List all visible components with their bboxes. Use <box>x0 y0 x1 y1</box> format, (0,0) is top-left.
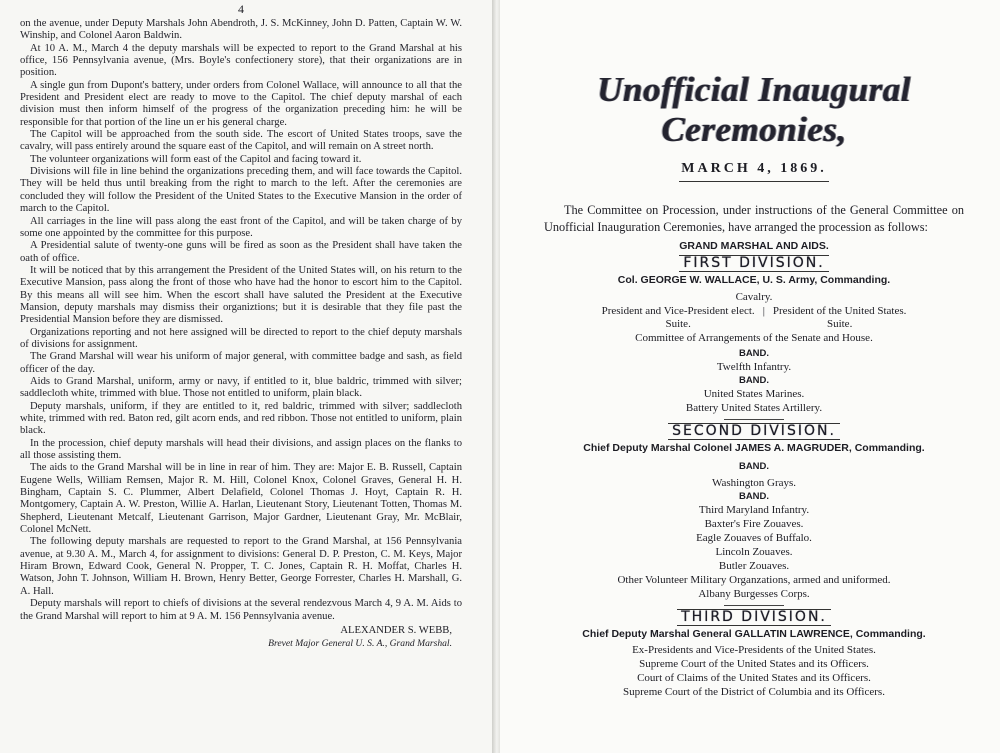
page-title: Unofficial Inaugural Ceremonies, <box>597 70 911 149</box>
paragraph: A single gun from Dupont's battery, under orders from Colonel Wallace, will announce to all that the President and President elect are ready to move to the Capitol. The chief deputy marshal of each division must then inform himself of the progress of the organization preceding him: he will be responsible for that portion of the line un er his general charge. <box>20 79 462 128</box>
page-number: 4 <box>238 2 244 16</box>
divider <box>724 605 784 606</box>
paragraph: Deputy marshals, uniform, if they are entitled to it, red baldric, trimmed with silver; saddlecloth white, trimmed with red. Baton red, gilt acorn ends, and red ribbon. Those not entitled to uniform, plain black. <box>20 400 462 437</box>
unit-line: Battery United States Artillery. <box>685 402 823 414</box>
unit-line: Supreme Court of the United States and its Officers. <box>639 658 869 670</box>
divider <box>724 419 784 420</box>
paragraph: Deputy marshals will report to chiefs of divisions at the several rendezvous March 4, 9 A. M. Aids to the Grand Marshal will report to him at 9 A. M. 156 Pennsylvania avenue. <box>20 598 462 622</box>
paragraph: In the procession, chief deputy marshals will head their divisions, and assign places on the flanks to all those assisting them. <box>20 437 462 462</box>
paragraph: All carriages in the line will pass along the east front of the Capitol, and will be taken charge of by some one appointed by the committee for this purpose. <box>20 215 462 239</box>
band-label: BAND. <box>738 375 770 386</box>
second-division-commander: Chief Deputy Marshal Colonel JAMES A. MAGRUDER, Commanding. <box>583 442 925 454</box>
paragraph: Organizations reporting and not here assigned will be directed to report to the chief deputy marshals of divisions for assignment. <box>20 326 462 350</box>
unit-line: Court of Claims of the United States and its Officers. <box>637 672 871 684</box>
band-label: BAND. <box>738 461 770 472</box>
unit-line: United States Marines. <box>703 388 805 400</box>
pair-right-suite: Suite. <box>826 318 853 330</box>
third-division-commander: Chief Deputy Marshal General GALLATIN LAWRENCE, Commanding. <box>582 628 926 640</box>
signature-name: ALEXANDER S. WEBB, <box>340 624 452 636</box>
second-division-heading <box>544 423 964 440</box>
pair-right <box>773 305 907 331</box>
unit-line: Supreme Court of the District of Columbia and its Officers. <box>623 686 885 698</box>
date-line: MARCH 4, 1869. <box>681 161 827 176</box>
signature-block <box>20 624 462 650</box>
paragraph: Divisions will file in line behind the organizations preceding them, and will face towards the Capitol. They will be held thus until breaking from the right to march to the left. After the ceremonies are concluded they will follow the President of the United States to the Executive Mansion in the order of march to the Capitol. <box>20 166 462 215</box>
paragraph: on the avenue, under Deputy Marshals John Abendroth, J. S. McKinney, John D. Patten, Captain W. W. Winship, and Colonel Aaron Baldwin. <box>20 18 462 42</box>
unit-line: Ex-Presidents and Vice-Presidents of the United States. <box>632 644 876 656</box>
paragraph: The Capitol will be approached from the south side. The escort of United States troops, save the cavalry, will pass entirely around the square east of the Capitol, and will remain on A street north. <box>20 129 462 153</box>
paragraph: A Presidential salute of twenty-one guns will be fired as soon as the President shall have taken the oath of office. <box>20 240 462 264</box>
band-label: BAND. <box>738 348 770 359</box>
divider <box>679 181 829 182</box>
pair-left-suite: Suite. <box>665 318 691 330</box>
paragraph: The following deputy marshals are requested to report to the Grand Marshal, at 156 Pennsylvania avenue, at 9.30 A. M., March 4, for assignment to divisions: General D. P. Preston, C. M. Keys, Major Hiram Brown, Edward Cook, General N. Propper, T. C. Jones, Captain R. H. Moffat, Charles H. Watson, John T. Johnson, William H. Brown, Henry Better, George Forrester, Charles H. Marshall, G. A. Hall. <box>20 536 462 597</box>
left-page-body <box>20 18 462 623</box>
pair-left-line: President and Vice-President elect. <box>601 305 755 317</box>
paragraph: At 10 A. M., March 4 the deputy marshals will be expected to report to the Grand Marshal at his office, 156 Pennsylvania avenue, (Mrs. Boyle's confectionery store), that their organizations are in position. <box>20 42 462 79</box>
signature-title: Brevet Major General U. S. A., Grand Marshal. <box>268 637 452 649</box>
paragraph: The volunteer organizations will form east of the Capitol and facing toward it. <box>30 153 362 165</box>
pair-left <box>602 305 755 331</box>
unit-line: Twelfth Infantry. <box>716 361 792 373</box>
page-gutter <box>492 0 500 753</box>
committee-line: Committee of Arrangements of the Senate and House. <box>635 332 873 344</box>
right-page <box>500 0 1000 753</box>
unit-line: Lincoln Zouaves. <box>715 546 793 558</box>
band-label: BAND. <box>738 491 770 502</box>
unit-line: Albany Burgesses Corps. <box>698 588 810 600</box>
pair-right-line: President of the United States. <box>772 305 907 317</box>
unit-line: Third Maryland Infantry. <box>698 504 810 516</box>
paragraph: The Grand Marshal will wear his uniform of major general, with committee badge and sash, as field officer of the day. <box>20 351 462 375</box>
division-heading-text: SECOND DIVISION. <box>668 423 840 440</box>
division-heading-text: THIRD DIVISION. <box>677 609 831 626</box>
unit-line: Other Volunteer Military Organzations, armed and uniformed. <box>617 574 891 586</box>
left-page <box>0 0 492 753</box>
division-heading-text: FIRST DIVISION. <box>679 255 828 272</box>
first-division-heading <box>544 255 964 272</box>
unit-line: Butler Zouaves. <box>718 560 790 572</box>
grand-marshal-heading: GRAND MARSHAL AND AIDS. <box>679 240 829 252</box>
unit-line: Baxter's Fire Zouaves. <box>704 518 804 530</box>
paragraph: Aids to Grand Marshal, uniform, army or navy, if entitled to it, blue baldric, trimmed with silver; saddlecloth white, trimmed with blue. Those not entitled to uniform, plain black. <box>20 375 462 400</box>
president-pair <box>544 305 964 331</box>
intro-paragraph: The Committee on Procession, under instructions of the General Committee on Unofficial Inauguration Ceremonies, have arranged the procession as follows: <box>544 203 964 234</box>
third-division-heading <box>544 609 964 626</box>
pair-separator: | <box>762 305 765 317</box>
unit-line: Eagle Zouaves of Buffalo. <box>696 532 812 544</box>
paragraph: It will be noticed that by this arrangement the President of the United States will, on his return to the Executive Mansion, pass along the front of those who have had the honor to escort him to the Capitol. By this means all will see him. When the escort shall have saluted the President at the Executive Mansion, deputy marshals may dismiss their organiztions; but it is desirable that they file past the Presidential Mansion before they are dismissed. <box>20 264 462 326</box>
first-division-commander: Col. GEORGE W. WALLACE, U. S. Army, Commanding. <box>617 274 891 286</box>
paragraph: The aids to the Grand Marshal will be in line in rear of him. They are: Major E. B. Russell, Captain Eugene Wells, William Remsen, Major R. M. Hill, Colonel Knox, Colonel Graves, General H. H. Bingham, Captain S. C. Plummer, Albert Delafield, Colonel Thomas J. Hoyt, Captain R. H. Montgomery, Captain A. W. Preston, Willie A. Harlan, Lieutenant Story, Lieutenant Totten, Thomas M. Shepherd, Lieutenant Metcalf, Lieutenant Garrison, Major Gardner, Lieutenant Gray, Mr. McBlair, Colonel McNett. <box>20 462 462 536</box>
unit-line: Washington Grays. <box>711 477 797 489</box>
cavalry-line: Cavalry. <box>735 291 773 303</box>
